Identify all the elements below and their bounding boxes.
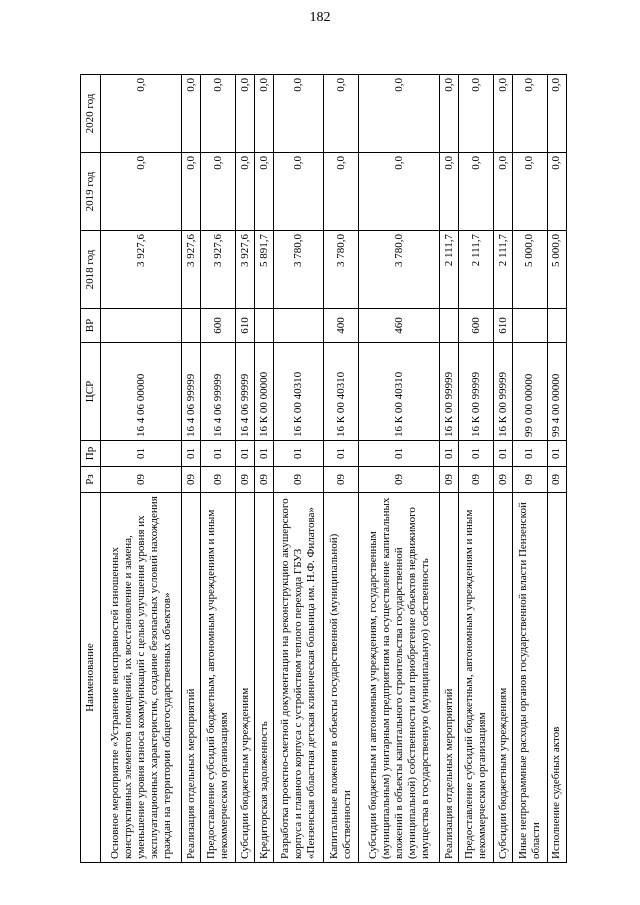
cell-y2019: 0,0	[201, 153, 236, 231]
cell-csr: 16 К 00 99999	[459, 343, 494, 441]
cell-rz: 09	[494, 467, 513, 493]
cell-rz: 09	[236, 467, 255, 493]
table-row	[236, 75, 255, 863]
header-vr: ВР	[81, 309, 101, 343]
cell-csr: 16 К 00 40310	[274, 343, 324, 441]
cell-rz: 09	[255, 467, 274, 493]
cell-name: Субсидии бюджетным учреждениям	[236, 493, 255, 863]
table-row	[513, 75, 548, 863]
cell-y2019: 0,0	[236, 153, 255, 231]
table-row	[324, 75, 359, 863]
cell-vr	[274, 309, 324, 343]
budget-table	[80, 74, 567, 863]
table-row	[440, 75, 459, 863]
cell-y2018: 3 780,0	[274, 231, 324, 309]
cell-name: Основное мероприятие «Устранение неисправностей изношенных конструктивных элементов помещений, их восстановление и замена, уменьшение уровня износа коммуникаций с целью улучшения уровня их эксплуатационных характеристик, создание безопасных условий нахождения граждан на территории общегосударственных объектов»	[101, 493, 182, 863]
cell-csr: 16 4 06 99999	[201, 343, 236, 441]
cell-y2020: 0,0	[101, 75, 182, 153]
cell-pr: 01	[274, 441, 324, 467]
cell-vr: 600	[201, 309, 236, 343]
cell-rz: 09	[359, 467, 440, 493]
cell-y2018: 2 111,7	[440, 231, 459, 309]
cell-y2018: 3 927,6	[182, 231, 201, 309]
cell-y2018: 5 000,0	[547, 231, 566, 309]
cell-name: Капитальные вложения в объекты государственной (муниципальной) собственности	[324, 493, 359, 863]
cell-y2020: 0,0	[440, 75, 459, 153]
cell-y2019: 0,0	[359, 153, 440, 231]
cell-pr: 01	[459, 441, 494, 467]
cell-name: Реализация отдельных мероприятий	[182, 493, 201, 863]
cell-y2018: 3 780,0	[324, 231, 359, 309]
table-header-row	[81, 75, 101, 863]
cell-vr	[182, 309, 201, 343]
cell-y2020: 0,0	[182, 75, 201, 153]
cell-pr: 01	[201, 441, 236, 467]
cell-y2018: 3 780,0	[359, 231, 440, 309]
cell-y2020: 0,0	[324, 75, 359, 153]
header-2020: 2020 год	[81, 75, 101, 153]
cell-rz: 09	[459, 467, 494, 493]
cell-pr: 01	[255, 441, 274, 467]
cell-rz: 09	[274, 467, 324, 493]
cell-y2019: 0,0	[101, 153, 182, 231]
cell-name: Кредиторская задолженность	[255, 493, 274, 863]
cell-name: Исполнение судебных актов	[547, 493, 566, 863]
cell-rz: 09	[324, 467, 359, 493]
cell-name: Субсидии бюджетным и автономным учреждениям, государственным (муниципальным) унитарным предприятиям на осуществление капитальных вложений в объекты капитального строительства государственной (муниципальной) собственности или приобретение объектов недвижимого имущества в государственную (муниципальную) собственность	[359, 493, 440, 863]
cell-name: Предоставление субсидий бюджетным, автономным учреждениям и иным некоммерческим организациям	[459, 493, 494, 863]
cell-y2019: 0,0	[182, 153, 201, 231]
cell-y2020: 0,0	[513, 75, 548, 153]
header-pr: Пр	[81, 441, 101, 467]
cell-pr: 01	[101, 441, 182, 467]
cell-y2020: 0,0	[459, 75, 494, 153]
cell-rz: 09	[547, 467, 566, 493]
table-row	[359, 75, 440, 863]
cell-csr: 16 4 06 99999	[182, 343, 201, 441]
table-row	[182, 75, 201, 863]
cell-vr	[547, 309, 566, 343]
cell-vr	[101, 309, 182, 343]
cell-y2019: 0,0	[440, 153, 459, 231]
cell-vr: 400	[324, 309, 359, 343]
cell-pr: 01	[182, 441, 201, 467]
header-2018: 2018 год	[81, 231, 101, 309]
cell-pr: 01	[494, 441, 513, 467]
cell-y2019: 0,0	[274, 153, 324, 231]
cell-y2019: 0,0	[459, 153, 494, 231]
cell-pr: 01	[513, 441, 548, 467]
cell-y2018: 3 927,6	[236, 231, 255, 309]
cell-csr: 99 4 00 00000	[547, 343, 566, 441]
cell-rz: 09	[182, 467, 201, 493]
cell-y2019: 0,0	[547, 153, 566, 231]
table-row	[255, 75, 274, 863]
cell-vr: 610	[236, 309, 255, 343]
table-row	[201, 75, 236, 863]
cell-csr: 16 4 06 99999	[236, 343, 255, 441]
cell-y2020: 0,0	[494, 75, 513, 153]
header-name: Наименование	[81, 493, 101, 863]
cell-rz: 09	[440, 467, 459, 493]
table-row	[459, 75, 494, 863]
table-body	[101, 75, 567, 863]
cell-vr	[513, 309, 548, 343]
table-row	[494, 75, 513, 863]
cell-y2020: 0,0	[547, 75, 566, 153]
cell-csr: 16 К 00 40310	[359, 343, 440, 441]
cell-pr: 01	[440, 441, 459, 467]
cell-csr: 16 К 00 00000	[255, 343, 274, 441]
rotated-table-container	[80, 75, 567, 863]
cell-name: Реализация отдельных мероприятий	[440, 493, 459, 863]
cell-y2018: 5 000,0	[513, 231, 548, 309]
cell-y2018: 2 111,7	[459, 231, 494, 309]
cell-vr: 600	[459, 309, 494, 343]
cell-pr: 01	[324, 441, 359, 467]
cell-vr	[255, 309, 274, 343]
cell-pr: 01	[359, 441, 440, 467]
page-number: 182	[309, 10, 331, 25]
cell-rz: 09	[101, 467, 182, 493]
cell-csr: 16 4 06 00000	[101, 343, 182, 441]
cell-name: Разработка проектно-сметной документации на реконструкцию акушерского корпуса и главного корпуса с устройством теплого перехода ГБУЗ «Пензенская областная детская клиническая больница им. Н.Ф. Филатова»	[274, 493, 324, 863]
cell-name: Субсидии бюджетным учреждениям	[494, 493, 513, 863]
cell-y2020: 0,0	[359, 75, 440, 153]
header-rz: Рз	[81, 467, 101, 493]
cell-y2019: 0,0	[255, 153, 274, 231]
table-row	[547, 75, 566, 863]
cell-name: Предоставление субсидий бюджетным, автономным учреждениям и иным некоммерческим организациям	[201, 493, 236, 863]
cell-vr: 610	[494, 309, 513, 343]
header-2019: 2019 год	[81, 153, 101, 231]
cell-y2020: 0,0	[236, 75, 255, 153]
cell-y2020: 0,0	[201, 75, 236, 153]
cell-vr	[440, 309, 459, 343]
table-row	[101, 75, 182, 863]
cell-y2018: 3 927,6	[201, 231, 236, 309]
cell-y2019: 0,0	[513, 153, 548, 231]
cell-name: Иные непрограммные расходы органов государственной власти Пензенской области	[513, 493, 548, 863]
cell-csr: 99 0 00 00000	[513, 343, 548, 441]
cell-y2018: 5 891,7	[255, 231, 274, 309]
cell-y2020: 0,0	[274, 75, 324, 153]
cell-csr: 16 К 00 40310	[324, 343, 359, 441]
cell-csr: 16 К 00 99999	[494, 343, 513, 441]
cell-y2018: 3 927,6	[101, 231, 182, 309]
cell-pr: 01	[547, 441, 566, 467]
table-row	[274, 75, 324, 863]
header-csr: ЦСР	[81, 343, 101, 441]
cell-rz: 09	[201, 467, 236, 493]
cell-pr: 01	[236, 441, 255, 467]
cell-y2019: 0,0	[494, 153, 513, 231]
cell-y2019: 0,0	[324, 153, 359, 231]
cell-csr: 16 К 00 99999	[440, 343, 459, 441]
cell-vr: 460	[359, 309, 440, 343]
cell-y2020: 0,0	[255, 75, 274, 153]
cell-y2018: 2 111,7	[494, 231, 513, 309]
cell-rz: 09	[513, 467, 548, 493]
